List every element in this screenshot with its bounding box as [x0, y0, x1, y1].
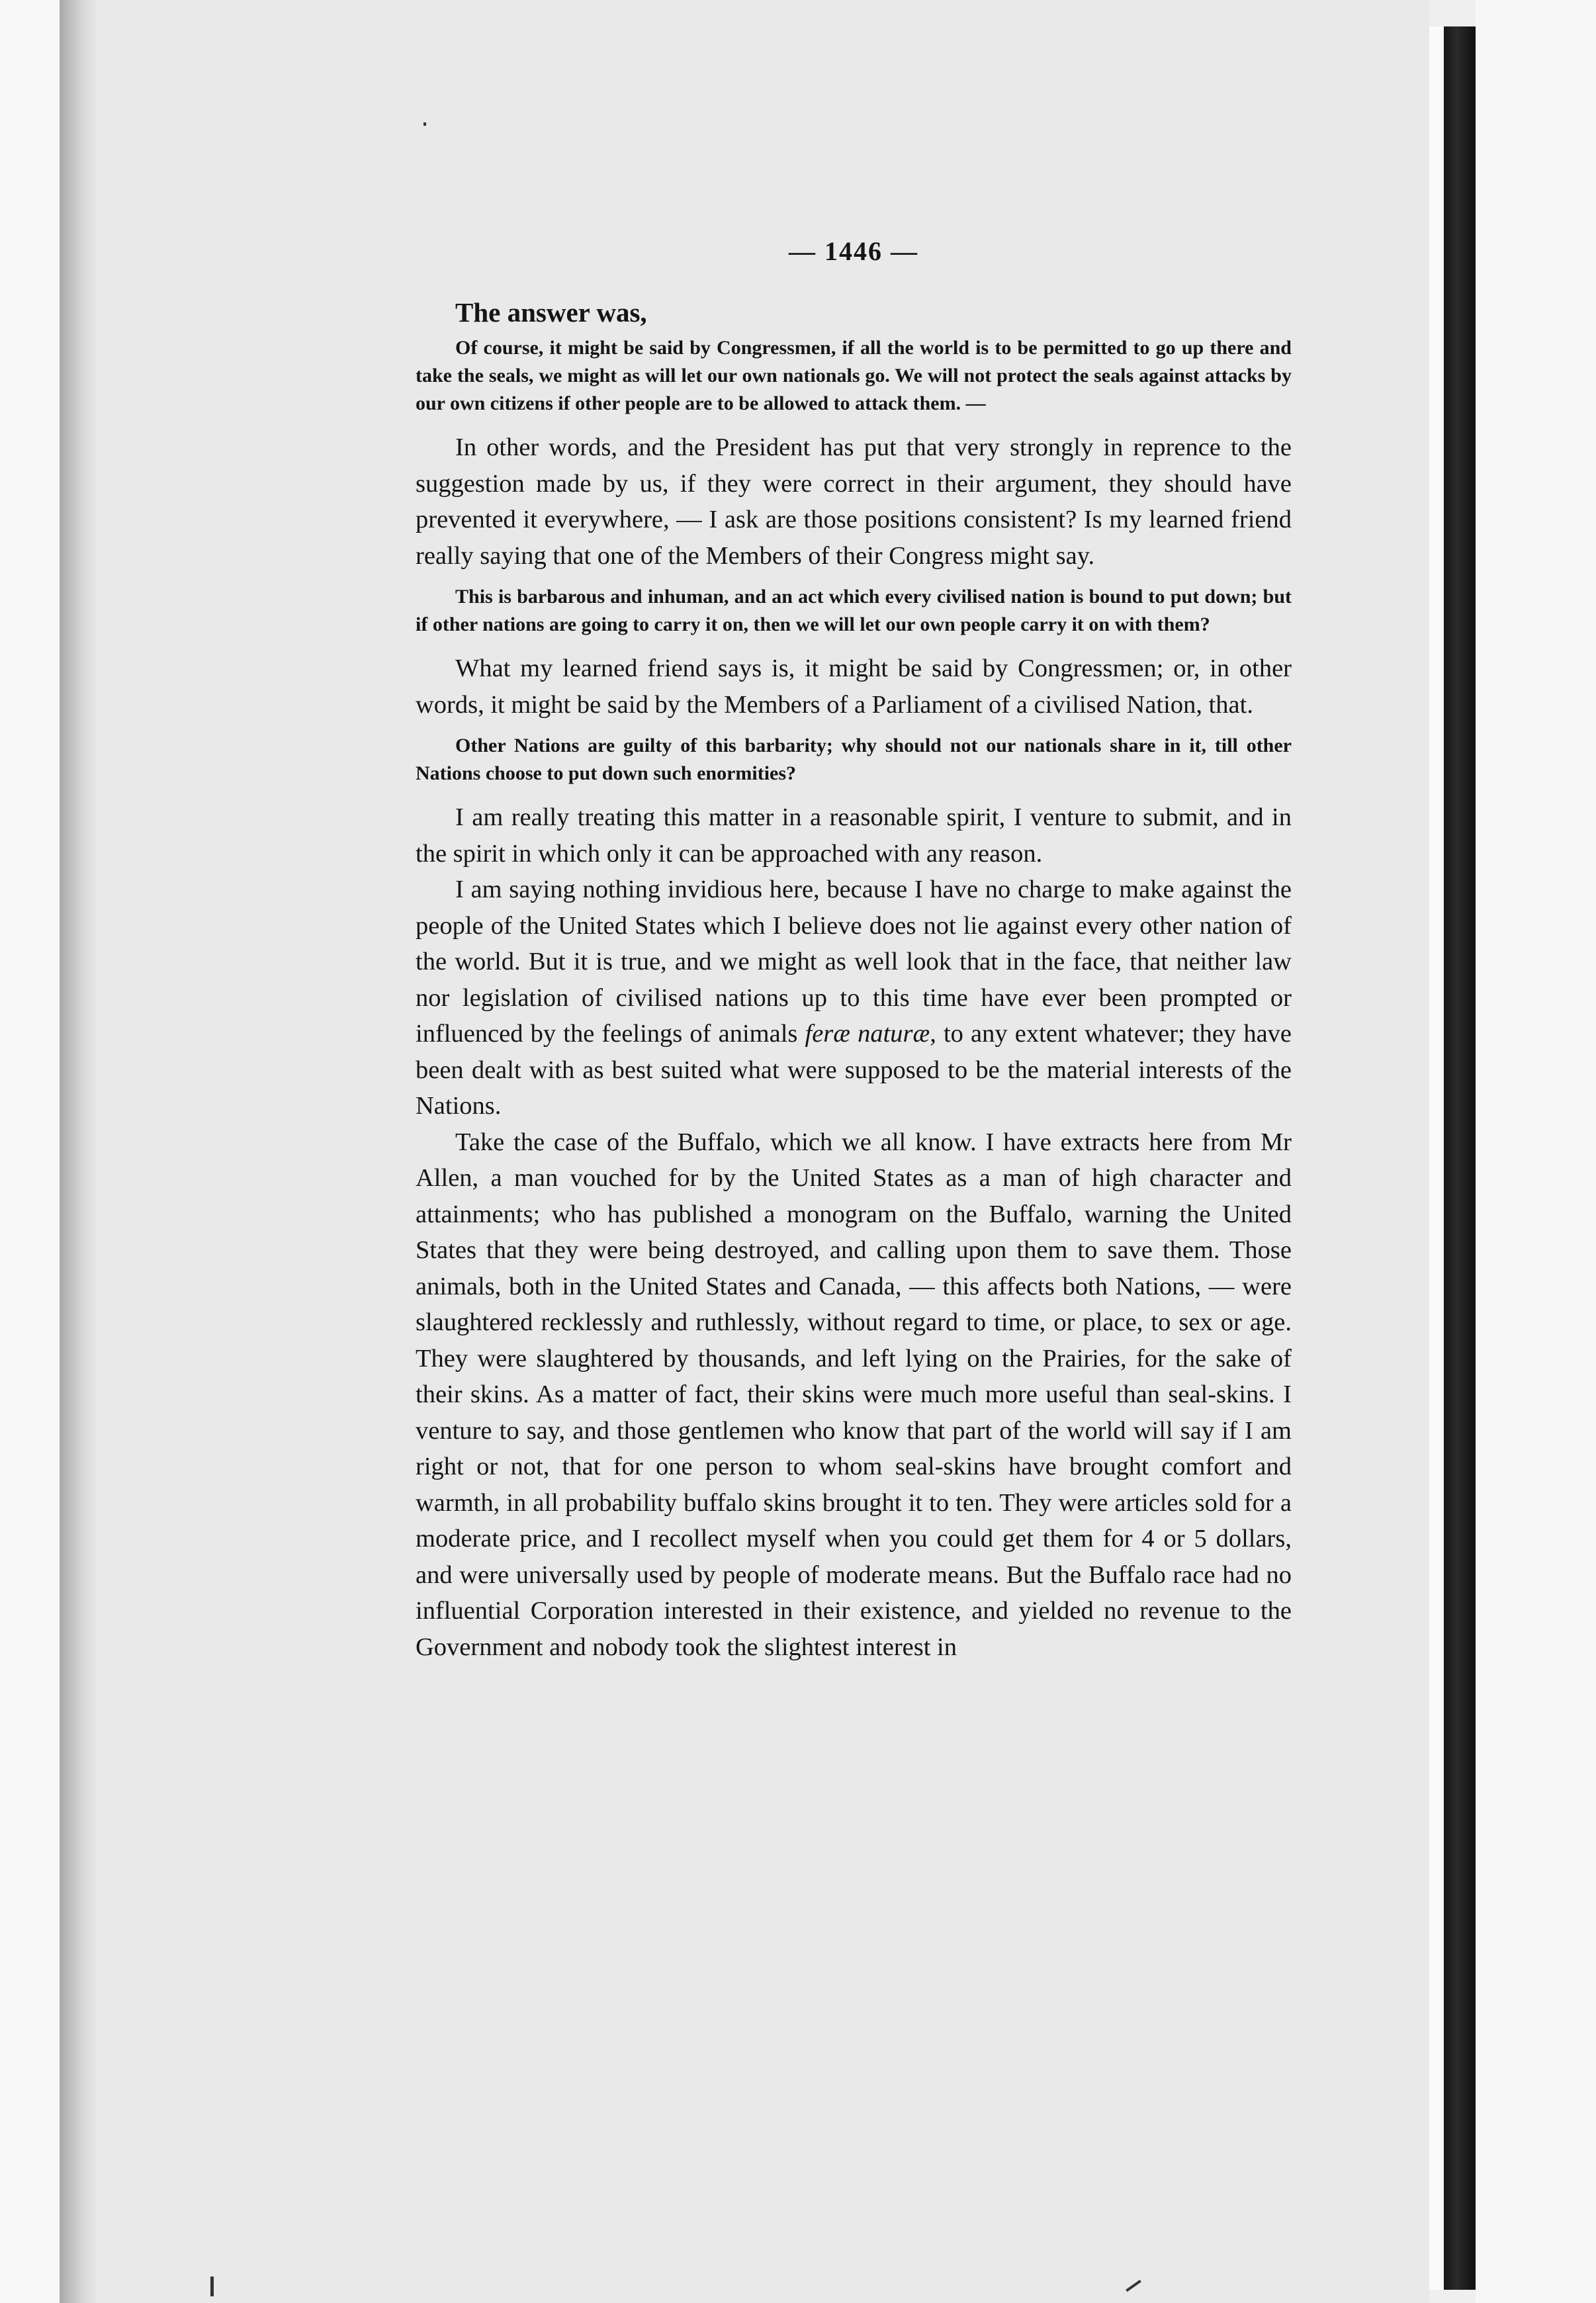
- body-paragraph: In other words, and the President has put that very strongly in reprence to the suggestion made by us, if they were correct in their argument, they should have prevented it everywhere, — I ask are those positions consistent? Is my learned friend really saying that one of the Members of their Congress might say.: [416, 433, 1292, 570]
- body-paragraph: [416, 872, 1292, 1124]
- body-paragraph: I am really treating this matter in a reasonable spirit, I venture to submit, and in the spirit in which only it can be approached with any reason.: [416, 803, 1292, 868]
- scan-speck: [210, 2277, 214, 2296]
- latin-phrase: feræ naturæ,: [805, 1020, 936, 1048]
- scan-right-binding: [1444, 26, 1476, 2290]
- body-text-span: to any extent whatever; they have been dealt with as best suited what were supposed to be the material interests of the Nations.: [416, 1020, 1292, 1120]
- scan-right-margin: [1476, 0, 1596, 2303]
- text-column: [416, 235, 1292, 1665]
- body-paragraph: Take the case of the Buffalo, which we all know. I have extracts here from Mr Allen, a man vouched for by the United States as a man of high character and attainments; who has published a monogram on the Buffalo, warning the United States that they were being destroyed, and calling upon them to save them. Those animals, both in the United States and Canada, — this affects both Nations, — were slaughtered recklessly and ruthlessly, without regard to time, or place, to sex or age. They were slaughtered by thousands, and left lying on the Prairies, for the sake of their skins. As a matter of fact, their skins were much more useful than seal-skins. I venture to say, and those gentlemen who know that part of the world will say if I am right or not, that for one person to whom seal-skins have brought comfort and warmth, in all probability buffalo skins brought it to ten. They were articles sold for a moderate price, and I recollect myself when you could get them for 4 or 5 dollars, and were universally used by people of moderate means. But the Buffalo race had no influential Corporation interested in their existence, and yielded no revenue to the Government and nobody took the slightest interest in: [416, 1128, 1292, 1661]
- scan-left-margin: [0, 0, 60, 2303]
- quote-paragraph: Other Nations are guilty of this barbarity; why should not our nationals share in it, till other Nations choose to put down such enormities?: [416, 735, 1292, 784]
- scan-speck: [423, 122, 426, 126]
- page-right-edge: [1429, 26, 1444, 2290]
- body-paragraph: What my learned friend says is, it might be said by Congressmen; or, in other words, it might be said by the Members of a Parliament of a civilised Nation, that.: [416, 655, 1292, 719]
- body-text-span: I am saying nothing invidious here, because I have no charge to make against the people of the United States which I believe does not lie against every other nation of the world. But it is true, and we might as well look that in the face, that neither law nor legislation of civilised nations up to this time have ever been prompted or influenced by the feelings of animals: [416, 876, 1292, 1048]
- quote-paragraph: This is barbarous and inhuman, and an act which every civilised nation is bound to put down; but if other nations are going to carry it on, then we will let our own people carry it on with them?: [416, 586, 1292, 635]
- scan-binding-shadow: [60, 0, 96, 2303]
- intro-line: The answer was,: [455, 297, 647, 328]
- page-number: — 1446 —: [789, 236, 918, 266]
- quote-paragraph: Of course, it might be said by Congressmen, if all the world is to be permitted to go up there and take the seals, we might as will let our own nationals go. We will not protect the seals against attacks by our own citizens if other people are to be allowed to attack them. —: [416, 337, 1292, 414]
